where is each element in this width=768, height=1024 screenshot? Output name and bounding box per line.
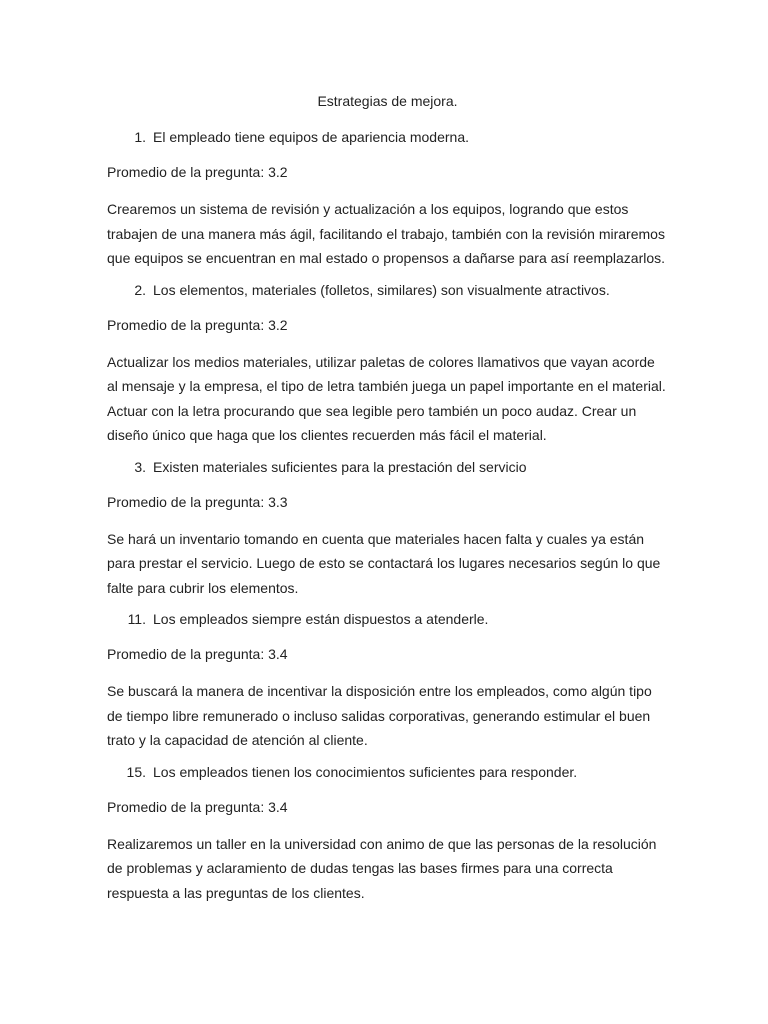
question-text: Los empleados siempre están dispuestos a atenderle. (153, 611, 489, 627)
strategy-paragraph: Realizaremos un taller en la universidad con animo de que las personas de la resolución de problemas y aclaramiento de dudas tengas las bases firmes para una correcta respuesta a las preguntas de los clientes. (107, 835, 657, 901)
strategy-paragraph: Se buscará la manera de incentivar la disposición entre los empleados, como algún tipo de tiempo libre remunerado o incluso salidas corporativas, generando estimular el buen trato y la capacidad de atención al cliente. (107, 683, 652, 748)
question-number: 2. (134, 281, 146, 298)
document-title: Estrategias de mejora. (317, 93, 458, 109)
question-average: Promedio de la pregunta: 3.3 (107, 493, 288, 510)
strategy-paragraph: Se hará un inventario tomando en cuenta que materiales hacen falta y cuales ya están para prestar el servicio. Luego de esto se contactará los lugares necesarios según lo que falte para cubrir los elementos. (107, 530, 661, 596)
strategy-paragraph: Actualizar los medios materiales, utilizar paletas de colores llamativos que vayan acorde al mensaje y la empresa, el tipo de letra también juega un papel importante en el material. Actuar con la letra procurando que sea legible pero también un poco audaz. Crear un diseño único que haga que los clientes recuerden más fácil el material. (107, 353, 666, 443)
question-number: 11. (127, 611, 146, 627)
question-number: 1. (134, 129, 146, 145)
strategy-paragraph: Crearemos un sistema de revisión y actualización a los equipos, logrando que estos trabajen de una manera más ágil, facilitando el trabajo, también con la revisión miraremos que equipos se encuentran en mal estado o propensos a dañarse para así reemplazarlos. (107, 201, 666, 266)
question-text: Los empleados tienen los conocimientos suficientes para responder. (153, 763, 578, 780)
question-average: Promedio de la pregunta: 3.4 (107, 798, 288, 815)
section-2 (107, 281, 668, 448)
question-item (107, 458, 668, 476)
question-text: Existen materiales suficientes para la prestación del servicio (153, 458, 527, 475)
question-item (107, 281, 668, 299)
question-number: 3. (134, 458, 146, 475)
section-1 (107, 128, 668, 271)
question-text: Los elementos, materiales (folletos, similares) son visualmente atractivos. (153, 281, 610, 298)
question-average: Promedio de la pregunta: 3.4 (107, 646, 288, 662)
question-item (107, 610, 668, 628)
question-average: Promedio de la pregunta: 3.2 (107, 164, 288, 180)
question-text: El empleado tiene equipos de apariencia moderna. (153, 129, 469, 145)
section-3 (107, 458, 668, 601)
question-number: 15. (126, 763, 146, 780)
question-item (107, 128, 668, 146)
question-average: Promedio de la pregunta: 3.2 (107, 316, 288, 333)
section-5 (107, 763, 668, 906)
question-item (107, 763, 668, 781)
section-4 (107, 610, 668, 753)
